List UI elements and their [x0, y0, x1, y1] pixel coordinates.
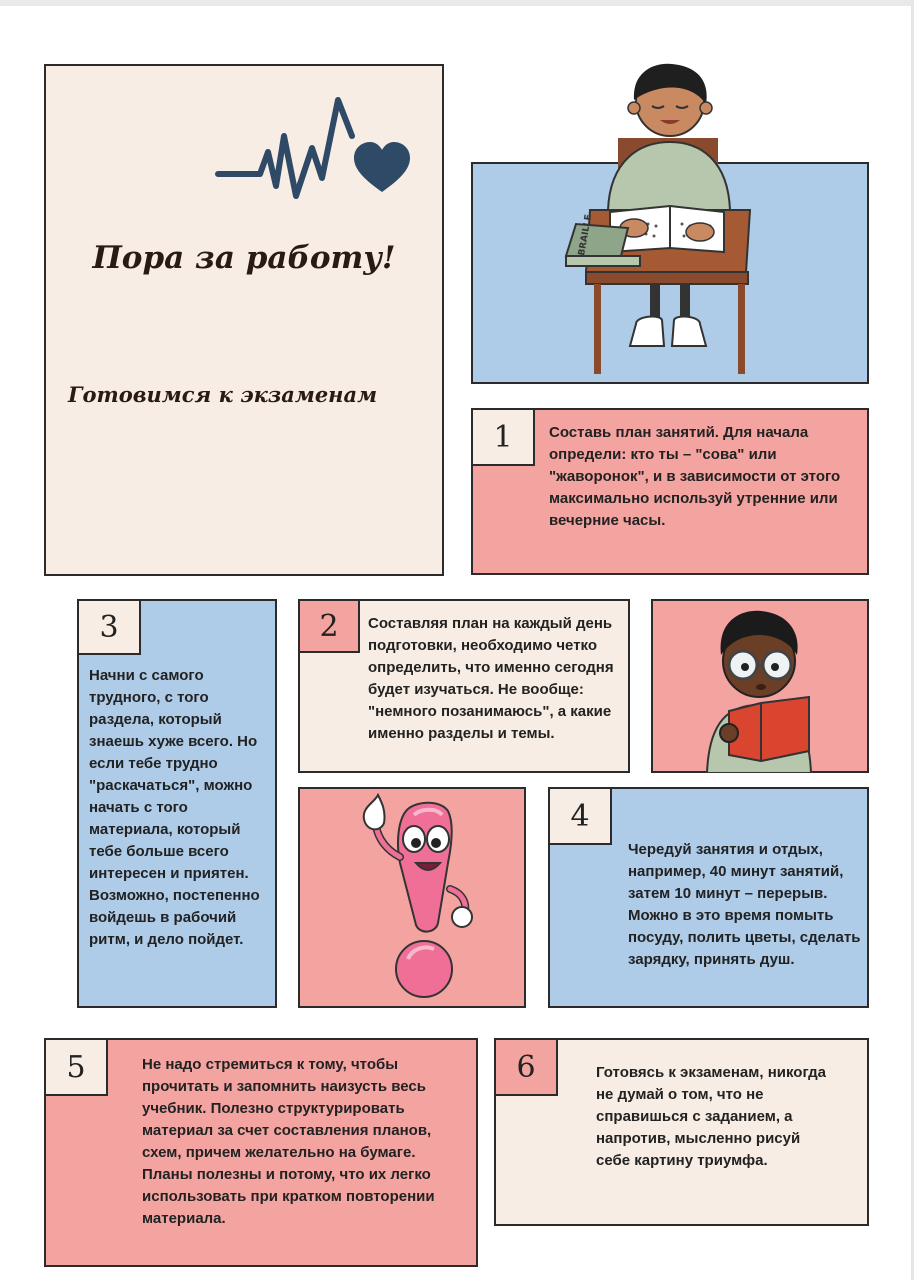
tip-5-panel — [44, 1038, 478, 1267]
tip-2-panel — [298, 599, 630, 773]
tip-4-panel — [548, 787, 869, 1008]
tip-1-text: Составь план занятий. Для начала определи: кто ты – "сова" или "жаворонок", и в зависимости от этого максимально используй утренние или вечерние часы. — [549, 424, 841, 529]
tip-4-text: Чередуй занятия и отдых, например, 40 минут занятий, затем 10 минут – перерыв. Можно в это время помыть посуду, полить цветы, сделать зарядку, принять душ. — [628, 841, 861, 968]
exclamation-mark-icon — [344, 793, 484, 1003]
student-reading-illustration — [560, 60, 780, 380]
title-panel — [44, 64, 444, 576]
top-bar — [0, 0, 914, 6]
tip-5-number: 5 — [44, 1038, 108, 1096]
tip-3-number: 3 — [77, 599, 141, 655]
page-title: Пора за работу! — [92, 240, 396, 276]
braille-book-label: BRAILLE — [577, 213, 595, 257]
tip-2-text: Составляя план на каждый день подготовки, необходимо четко определить, что именно сегодня будет изучаться. Не вообще: "немного позанимаюсь", а какие именно разделы и темы. — [368, 615, 614, 742]
page-subtitle: Готовимся к экзаменам — [68, 382, 378, 407]
boy-reading-illustration — [689, 601, 829, 773]
tip-3-panel — [77, 599, 277, 1008]
tip-6-panel — [494, 1038, 869, 1226]
tip-5-text: Не надо стремиться к тому, чтобы прочитать и запомнить наизусть весь учебник. Полезно структурировать материал за счет составления планов, схем, причем желательно на бумаге. Планы полезны и потому, что их легко использовать при кратком повторении материала. — [142, 1056, 435, 1227]
reading-boy-panel — [651, 599, 869, 773]
tip-1-panel — [471, 408, 869, 575]
tip-6-text: Готовясь к экзаменам, никогда не думай о том, что не справишься с заданием, а напротив, мысленно рисуй себе картину триумфа. — [596, 1064, 826, 1169]
heartbeat-heart-icon — [214, 90, 414, 230]
tip-6-number: 6 — [494, 1038, 558, 1096]
tip-4-number: 4 — [548, 787, 612, 845]
tip-3-text: Начни с самого трудного, с того раздела, который знаешь хуже всего. Но если тебе трудно "раскачаться", можно начать с того материала, который тебе больше всего интересен и приятен. Возможно, постепенно войдешь в рабочий ритм, и дело пойдет. — [89, 667, 260, 948]
tip-2-number: 2 — [298, 599, 360, 653]
exclamation-mascot-panel — [298, 787, 526, 1008]
tip-1-number: 1 — [471, 408, 535, 466]
